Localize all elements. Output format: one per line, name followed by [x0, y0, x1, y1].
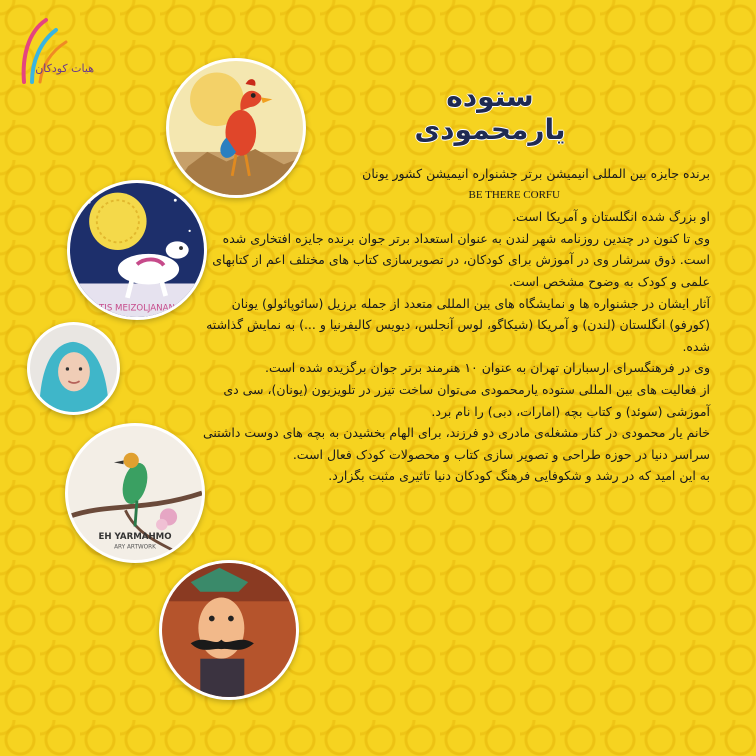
- bio-paragraph: خانم یار محمودی در کنار مشغله‌ی مادری دو فرزند، برای الهام بخشیدن به بچه های دوست داشتنی سراسر دنیا در حوزه طراحی و تصویر سازی کتاب و محصولات کودک فعال است.: [202, 425, 710, 462]
- svg-text:هیات کودکان: هیات کودکان: [35, 62, 94, 75]
- page-title: ستوده یارمحمودی: [414, 80, 566, 146]
- svg-text:EH YARMAHMO: EH YARMAHMO: [98, 531, 172, 542]
- bird-on-branch-illustration: [65, 423, 205, 563]
- bio-paragraph: به این امید که در رشد و شکوفایی فرهنگ کودکان دنیا تاثیری مثبت بگزارد.: [328, 468, 710, 484]
- award-line: برنده جایزه بین المللی انیمیشن برتر جشنواره انیمیشن کشور یونان: [362, 166, 710, 181]
- bio-paragraph: وی تا کنون در چندین روزنامه شهر لندن به عنوان استعداد برتر جوان برنده جایزه افتخاری شده است. ذوق سرشار وی در آموزش برای کودکان، در تصویرسازی کتاب های مختلف اعم از کتابهای علمی و کودک به وضوح مشخص است.: [212, 230, 710, 289]
- biography-text: [200, 163, 710, 487]
- organization-logo: [14, 12, 98, 92]
- festival-name: BE THERE CORFU: [468, 188, 560, 201]
- moon-horse-illustration: [67, 180, 207, 320]
- svg-text:ARY ARTWORK: ARY ARTWORK: [114, 544, 156, 551]
- mustache-man-illustration: [159, 560, 299, 700]
- svg-text:TIS MEIZOLJANAN: TIS MEIZOLJANAN: [99, 303, 175, 314]
- portrait-photo: [27, 322, 120, 415]
- bio-paragraph: آثار ایشان در جشنواره ها و نمایشگاه های بین المللی متعدد از جمله برزیل (سائوپائولو) یونان (کورفو) انگلستان (لندن) و آمریکا (شیکاگو، لوس آنجلس، دیویس کالیفرنیا و ...) به نمایش گذاشته شده.: [206, 295, 710, 354]
- bio-paragraph: از فعالیت های بین المللی ستوده یارمحمودی می‌توان ساخت تیزر در تلویزیون (یونان)، سی دی آموزشی (سوئد) و کتاب بچه (امارات، دبی) را نام برد.: [223, 381, 710, 419]
- bio-paragraph: او بزرگ شده انگلستان و آمریکا است.: [512, 209, 710, 225]
- bio-paragraph: وی در فرهنگسرای ارسباران تهران به عنوان ۱۰ هنرمند برتر جوان برگزیده شده است.: [265, 360, 710, 376]
